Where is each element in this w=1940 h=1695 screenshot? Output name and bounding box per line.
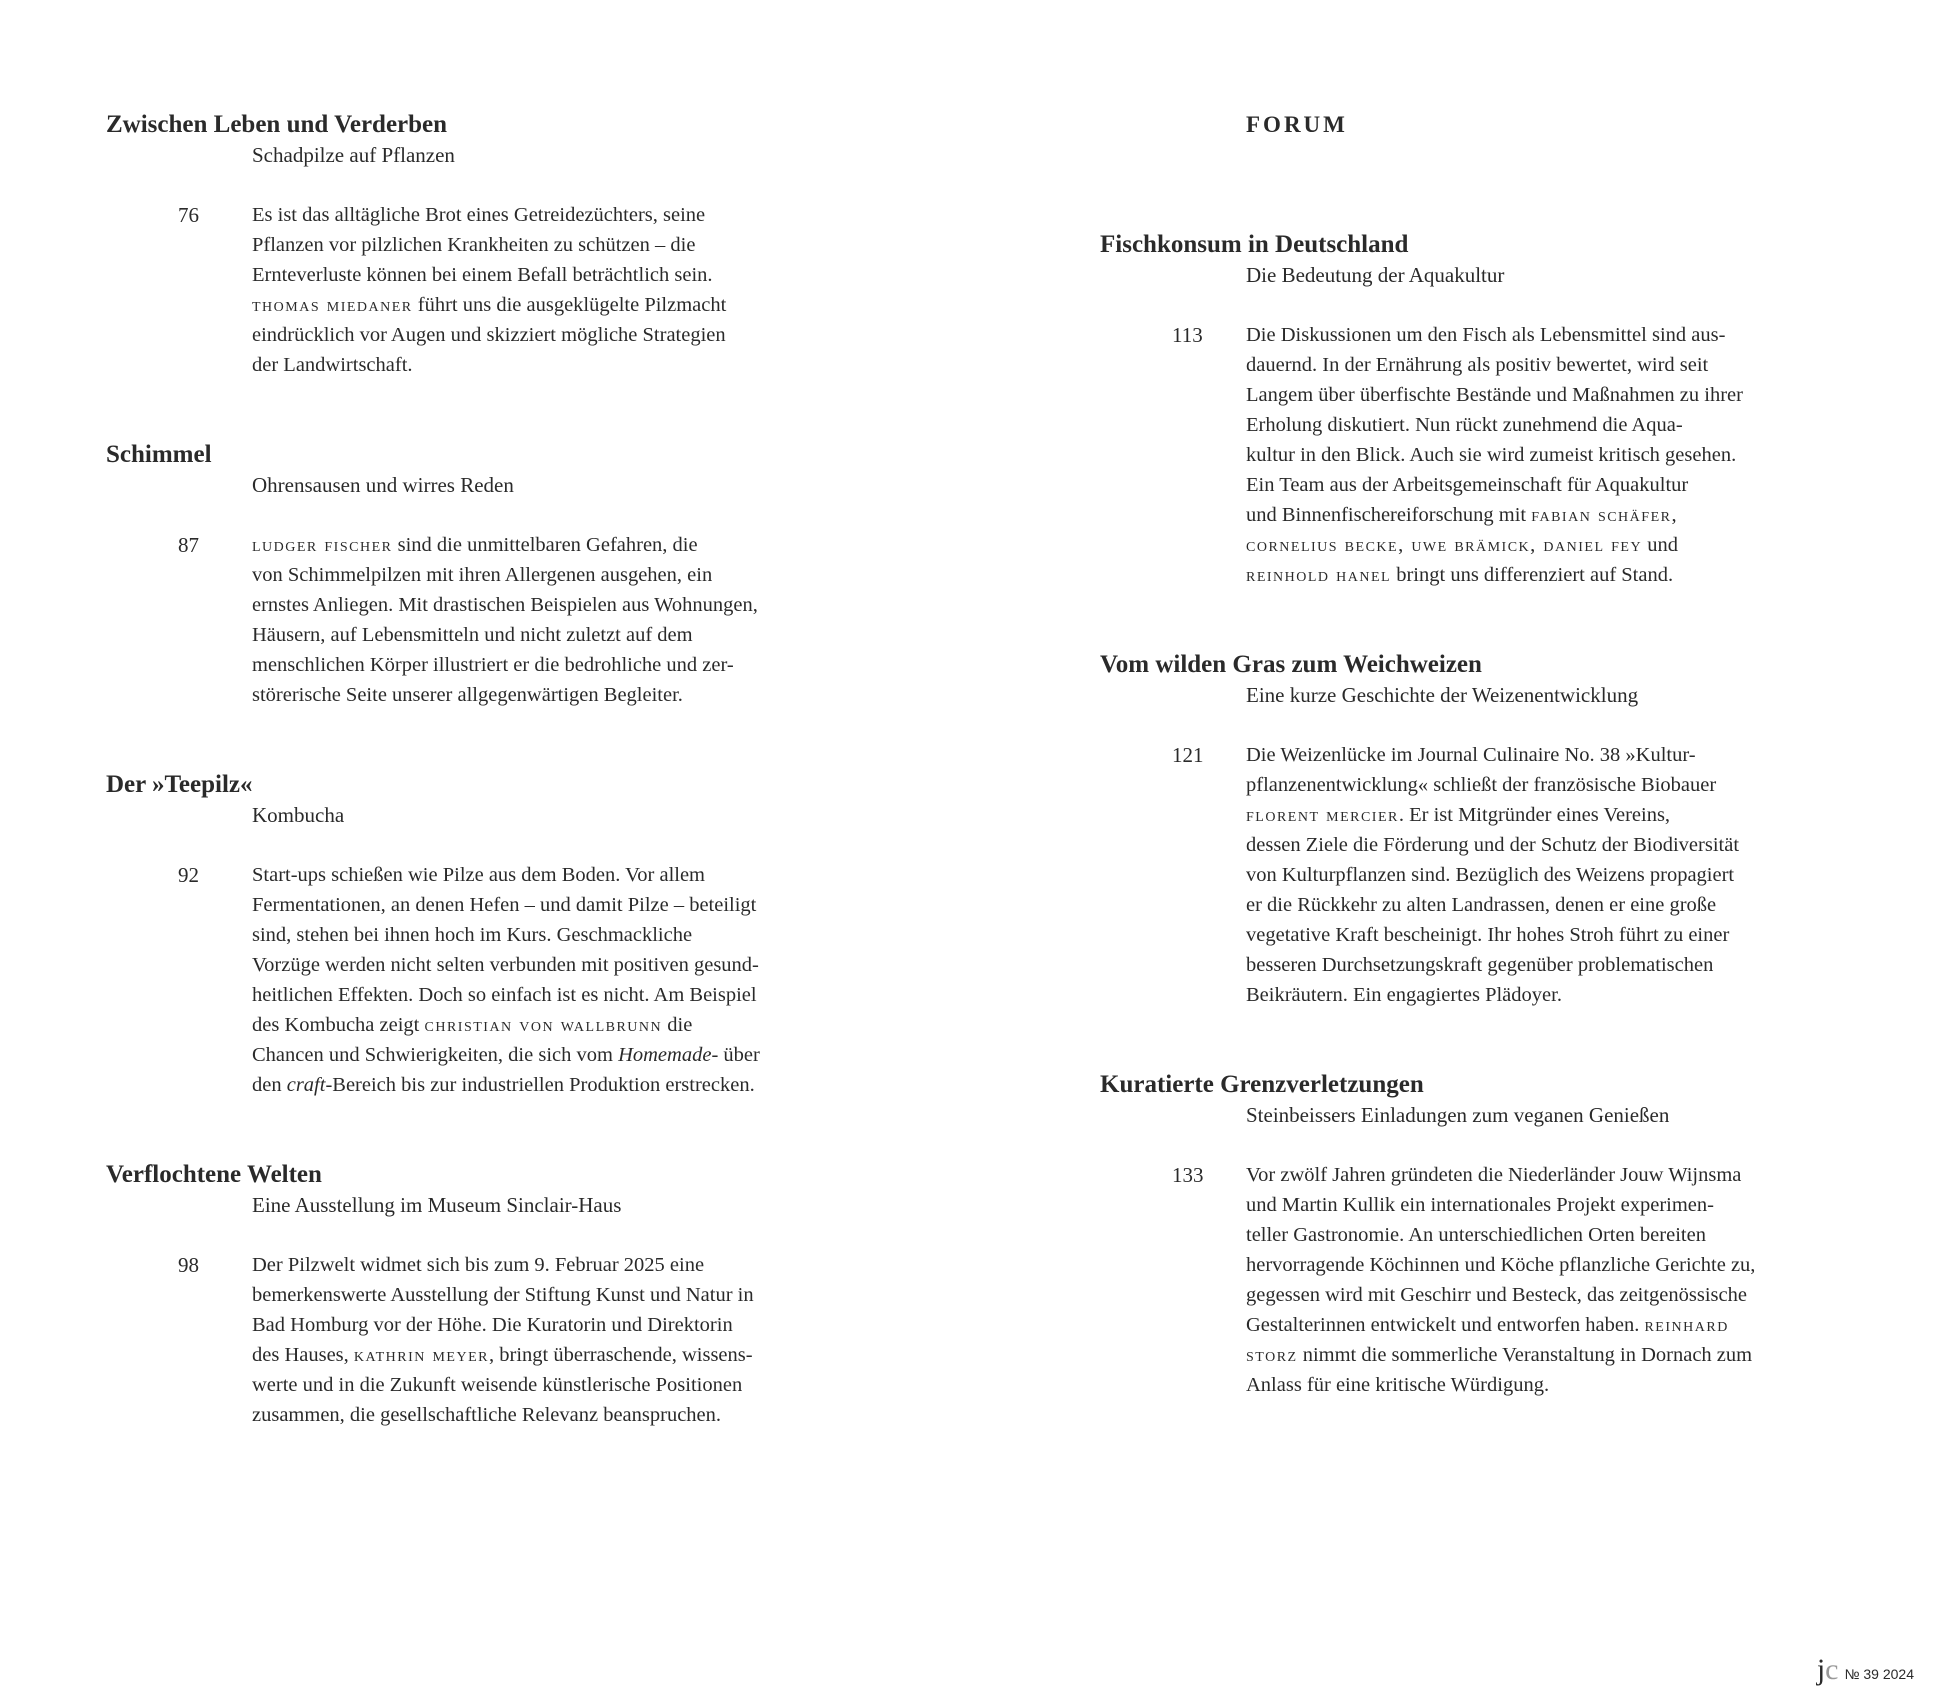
entry-subtitle: Eine kurze Geschichte der Weizenentwicklung <box>1246 683 1639 707</box>
entry-text: Die Weizenlücke im Journal Culinaire No. 38 »Kultur- pflanzenentwicklung« schließt der französische Biobauer florent mercier. Er ist Mitgründer eines Vereins, dessen Ziele die Förderung und der Schutz der Biodiversität von Kulturpflanzen sind. Bezüglich des Weizens propagiert er die Rückkehr zu alten Landrassen, denen er eine große vegetative Kraft bescheinigt. Ihr hohes Stroh führt zu einer besseren Durchsetzungskraft gegenüber problematischen Beikräutern. Ein engagiertes Plädoyer. <box>1246 744 1740 1006</box>
entry-page-number: 121 <box>1172 743 1204 767</box>
entry-text: Es ist das alltägliche Brot eines Getreidezüchters, seine Pflanzen vor pilzlichen Krankheiten zu schützen – die Ernteverluste können bei einem Befall beträchtlich sein. thomas miedaner führt uns die ausgeklügelte Pilzmacht eindrücklich vor Augen und skizziert mögliche Strategien der Landwirtschaft. <box>252 204 727 376</box>
toc-entry <box>106 440 866 710</box>
toc-entry <box>106 770 866 1100</box>
entry-title: Der »Teepilz« <box>106 771 253 798</box>
entry-title: Vom wilden Gras zum Weichweizen <box>1100 651 1482 678</box>
entry-subtitle: Die Bedeutung der Aquakultur <box>1246 263 1505 287</box>
entry-subtitle: Kombucha <box>252 803 345 827</box>
entry-title: Fischkonsum in Deutschland <box>1100 231 1409 258</box>
entry-title: Verflochtene Welten <box>106 1161 322 1188</box>
toc-entry <box>106 1160 866 1430</box>
entry-page-number: 98 <box>178 1253 199 1277</box>
entry-subtitle: Eine Ausstellung im Museum Sinclair-Haus <box>252 1193 622 1217</box>
entry-text: Die Diskussionen um den Fisch als Lebensmittel sind aus- dauernd. In der Ernährung als positiv bewertet, wird seit Langem über überfischte Bestände und Maßnahmen zu ihrer Erholung diskutiert. Nun rückt zunehmend die Aqua- kultur in den Blick. Auch sie wird zumeist kritisch gesehen. Ein Team aus der Arbeitsgemeinschaft für Aquakultur und Binnenfischereiforschung mit fabian schäfer, cornelius becke, uwe brämick, daniel fey und reinhold hanel bringt uns differenziert auf Stand. <box>1246 324 1743 586</box>
toc-entry <box>1100 230 1880 590</box>
entry-text: Start-ups schießen wie Pilze aus dem Boden. Vor allem Fermentationen, an denen Hefen – und damit Pilze – beteiligt sind, stehen bei ihnen hoch im Kurs. Geschmackliche Vorzüge werden nicht selten verbunden mit positiven gesund- heitlichen Effekten. Doch so einfach ist es nicht. Am Beispiel des Kombucha zeigt christian von wallbrunn die Chancen und Schwierigkeiten, die sich vom Homemade- über den craft-Bereich bis zur industriellen Produktion erstrecken. <box>252 864 760 1096</box>
toc-entry <box>106 110 866 380</box>
entry-title: Kuratierte Grenzverletzungen <box>1100 1071 1424 1098</box>
journal-logo: jc <box>1816 1653 1839 1686</box>
entry-subtitle: Steinbeissers Einladungen zum veganen Genießen <box>1246 1103 1670 1127</box>
issue-number: № 39 2024 <box>1844 1666 1914 1682</box>
toc-entry <box>1100 650 1880 1010</box>
entry-page-number: 87 <box>178 533 199 557</box>
entry-page-number: 92 <box>178 863 199 887</box>
entry-page-number: 133 <box>1172 1163 1204 1187</box>
entry-subtitle: Schadpilze auf Pflanzen <box>252 143 455 167</box>
toc-entry <box>1100 1070 1880 1400</box>
entry-text: ludger fischer sind die unmittelbaren Gefahren, die von Schimmelpilzen mit ihren Allergenen ausgehen, ein ernstes Anliegen. Mit drastischen Beispielen aus Wohnungen, Häusern, auf Lebensmitteln und nicht zuletzt auf dem menschlichen Körper illustriert er die bedrohliche und zer- störerische Seite unserer allgegenwärtigen Begleiter. <box>252 534 758 706</box>
page-footer <box>1817 1655 1914 1685</box>
entry-text: Vor zwölf Jahren gründeten die Niederländer Jouw Wijnsma und Martin Kullik ein internationales Projekt experimen- teller Gastronomie. An unterschiedlichen Orten bereiten hervorragende Köchinnen und Köche pflanzliche Gerichte zu, gegessen wird mit Geschirr und Besteck, das zeitgenössische Gestalterinnen entwickelt und entworfen haben. reinhard storz nimmt die sommerliche Veranstaltung in Dornach zum Anlass für eine kritische Würdigung. <box>1246 1164 1756 1396</box>
entry-title: Zwischen Leben und Verderben <box>106 111 448 138</box>
section-label: FORUM <box>1246 112 1348 137</box>
entry-title: Schimmel <box>106 441 212 468</box>
entry-text: Der Pilzwelt widmet sich bis zum 9. Februar 2025 eine bemerkenswerte Ausstellung der Stiftung Kunst und Natur in Bad Homburg vor der Höhe. Die Kuratorin und Direktorin des Hauses, kathrin meyer, bringt überraschende, wissens- werte und in die Zukunft weisende künstlerische Positionen zusammen, die gesellschaftliche Relevanz beanspruchen. <box>252 1254 754 1426</box>
entry-page-number: 113 <box>1172 323 1203 347</box>
entry-subtitle: Ohrensausen und wirres Reden <box>252 473 514 497</box>
entry-page-number: 76 <box>178 203 199 227</box>
